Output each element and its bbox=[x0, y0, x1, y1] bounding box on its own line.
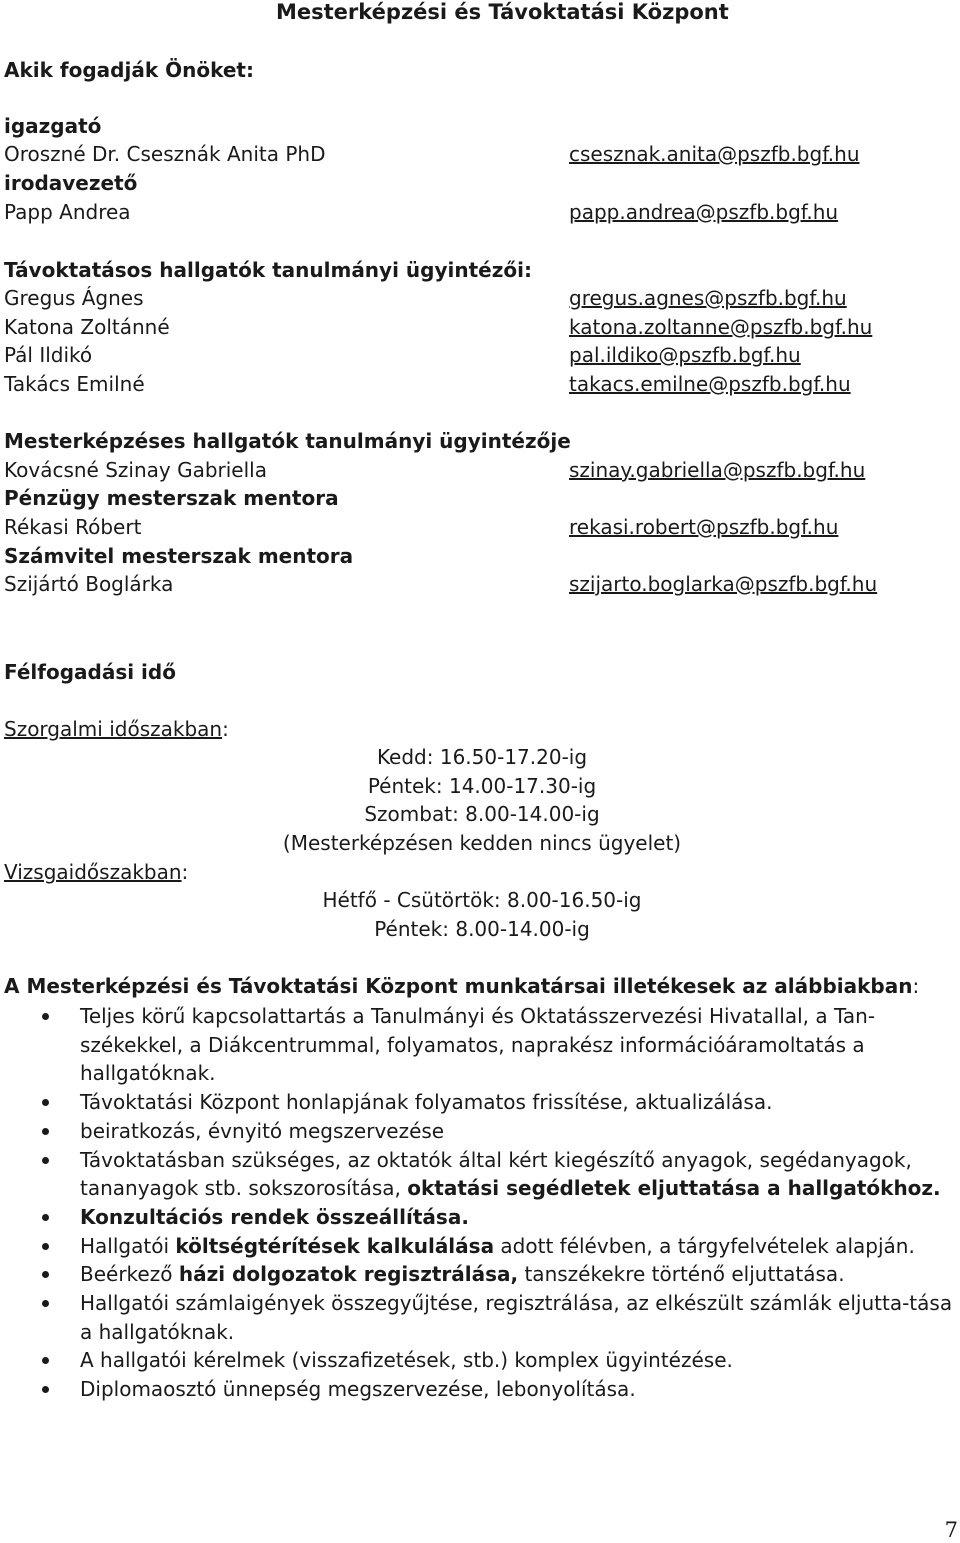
director-email-link[interactable]: csesznak.anita@pszfb.bgf.hu bbox=[569, 142, 860, 166]
staff-heading: Akik fogadják Önöket: bbox=[4, 58, 254, 82]
staff-name: Katona Zoltánné bbox=[4, 315, 170, 339]
master-staff-name: Kovácsné Szinay Gabriella bbox=[4, 458, 267, 482]
list-item: beiratkozás, évnyitó megszervezése bbox=[40, 1117, 958, 1146]
term-hours-line: Szombat: 8.00-14.00-ig bbox=[364, 802, 600, 826]
list-item: Diplomaosztó ünnepség megszervezése, lebonyolítása. bbox=[40, 1375, 958, 1404]
office-name: Papp Andrea bbox=[4, 200, 131, 224]
list-item: Konzultációs rendek összeállítása. bbox=[40, 1203, 958, 1232]
page-number: 7 bbox=[944, 1518, 958, 1542]
office-role: irodavezető bbox=[4, 171, 138, 195]
master-staff-heading: Mesterképzéses hallgatók tanulmányi ügyintézője bbox=[4, 429, 571, 453]
list-item: Teljes körű kapcsolattartás a Tanulmányi és Oktatásszervezési Hivatallal, a Tan-székekkel, a Diákcentrummal, folyamatos, naprakész információáramoltatás a hallgatóknak. bbox=[40, 1002, 958, 1088]
exam-period-label: Vizsgaidőszakban: bbox=[4, 860, 189, 884]
staff-email-link[interactable]: katona.zoltanne@pszfb.bgf.hu bbox=[569, 315, 873, 339]
term-hours-line: Péntek: 14.00-17.30-ig bbox=[367, 774, 597, 798]
accounting-mentor-email-link[interactable]: szijarto.boglarka@pszfb.bgf.hu bbox=[569, 572, 878, 596]
finance-mentor-name: Rékasi Róbert bbox=[4, 515, 142, 539]
director-name: Oroszné Dr. Csesznák Anita PhD bbox=[4, 142, 326, 166]
list-item: Távoktatásban szükséges, az oktatók által kért kiegészítő anyagok, segédanyagok, tananyagok stb. sokszorosítása, oktatási segédletek eljuttatása a hallgatókhoz. bbox=[40, 1146, 958, 1203]
duties-list bbox=[40, 1002, 958, 1404]
director-role: igazgató bbox=[4, 114, 102, 138]
list-item: A hallgatói kérelmek (visszafizetések, stb.) komplex ügyintézése. bbox=[40, 1346, 958, 1375]
term-time-label: Szorgalmi időszakban: bbox=[4, 717, 229, 741]
accounting-mentor-name: Szijártó Boglárka bbox=[4, 572, 174, 596]
term-hours-note: (Mesterképzésen kedden nincs ügyelet) bbox=[282, 831, 682, 855]
staff-name: Takács Emilné bbox=[4, 372, 145, 396]
list-item: Hallgatói költségtérítések kalkulálása adott félévben, a tárgyfelvételek alapján. bbox=[40, 1232, 958, 1261]
distance-staff-heading: Távoktatásos hallgatók tanulmányi ügyintézői: bbox=[4, 258, 532, 282]
exam-hours-line: Hétfő - Csütörtök: 8.00-16.50-ig bbox=[322, 888, 642, 912]
accounting-mentor-heading: Számvitel mesterszak mentora bbox=[4, 544, 354, 568]
master-staff-email-link[interactable]: szinay.gabriella@pszfb.bgf.hu bbox=[569, 458, 866, 482]
page-header-title: Mesterképzési és Távoktatási Központ bbox=[276, 0, 729, 24]
office-hours-heading: Félfogadási idő bbox=[4, 660, 176, 684]
list-item: Beérkező házi dolgozatok regisztrálása, tanszékekre történő eljuttatása. bbox=[40, 1260, 958, 1289]
finance-mentor-heading: Pénzügy mesterszak mentora bbox=[4, 486, 339, 510]
term-hours-line: Kedd: 16.50-17.20-ig bbox=[376, 745, 588, 769]
staff-email-link[interactable]: takacs.emilne@pszfb.bgf.hu bbox=[569, 372, 851, 396]
staff-email-link[interactable]: gregus.agnes@pszfb.bgf.hu bbox=[569, 286, 847, 310]
staff-name: Gregus Ágnes bbox=[4, 286, 144, 310]
staff-email-link[interactable]: pal.ildiko@pszfb.bgf.hu bbox=[569, 343, 801, 367]
exam-hours-line: Péntek: 8.00-14.00-ig bbox=[374, 917, 590, 941]
office-email-link[interactable]: papp.andrea@pszfb.bgf.hu bbox=[569, 200, 839, 224]
finance-mentor-email-link[interactable]: rekasi.robert@pszfb.bgf.hu bbox=[569, 515, 839, 539]
staff-name: Pál Ildikó bbox=[4, 343, 93, 367]
list-item: Távoktatási Központ honlapjának folyamatos frissítése, aktualizálása. bbox=[40, 1088, 958, 1117]
list-item: Hallgatói számlaigények összegyűjtése, regisztrálása, az elkészült számlák eljutta-tása a hallgatóknak. bbox=[40, 1289, 958, 1346]
duties-heading: A Mesterképzési és Távoktatási Központ munkatársai illetékesek az alábbiakban: bbox=[4, 974, 920, 998]
